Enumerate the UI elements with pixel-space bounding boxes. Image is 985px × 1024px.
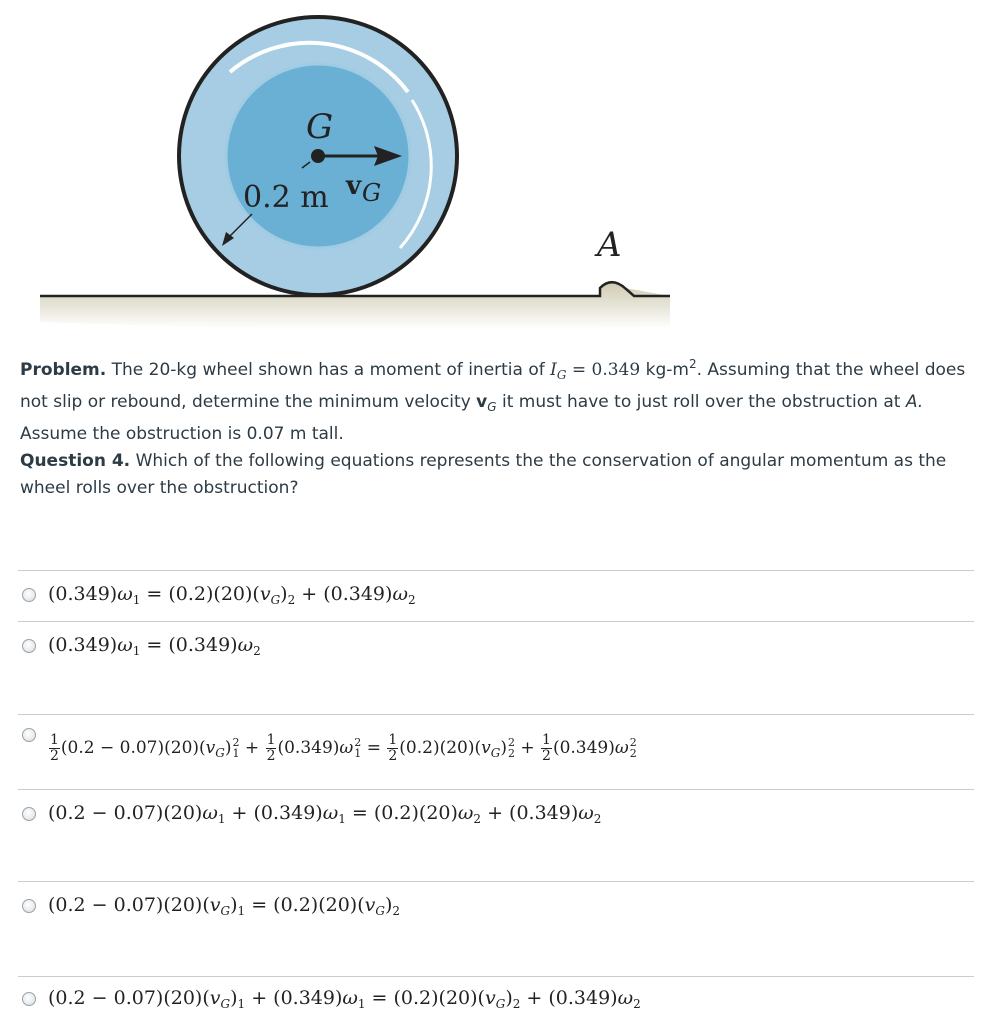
answer-option-1[interactable] <box>22 575 972 615</box>
answer-option-5[interactable] <box>22 886 972 926</box>
label-velocity-sub: G <box>362 179 382 207</box>
question-statement: Question 4. Which of the following equations represents the the conservation of angular momentum as the wheel rolls over the obstruction? <box>20 451 947 498</box>
radio-button[interactable] <box>22 728 36 742</box>
answer-option-4[interactable] <box>22 794 972 834</box>
label-radius: 0.2 m <box>243 180 329 215</box>
divider <box>18 570 974 571</box>
problem-heading: Problem. <box>20 360 107 380</box>
divider <box>18 881 974 882</box>
velocity-symbol: v <box>476 392 488 412</box>
divider <box>18 789 974 790</box>
question-heading: Question 4. <box>20 451 131 471</box>
answer-option-2[interactable] <box>22 626 972 666</box>
radio-button[interactable] <box>22 899 36 913</box>
option-equation: $(0.2 - 0.07)(20)(v_G)_1 + (0.349)\omega_1 = (0.2)(20)(v_G)_2 + (0.349)\omega_2$ <box>48 987 641 1011</box>
divider <box>18 714 974 715</box>
option-equation: $(0.349)\omega_1 = (0.2)(20)(v_G)_2 + (0.349)\omega_2$ <box>48 583 416 607</box>
radio-button[interactable] <box>22 807 36 821</box>
label-velocity: v <box>346 171 362 201</box>
answer-option-6[interactable] <box>22 979 972 1019</box>
answer-option-3[interactable] <box>22 724 972 772</box>
option-equation: $(0.349)\omega_1 = (0.349)\omega_2$ <box>48 634 261 658</box>
divider <box>18 621 974 622</box>
option-equation: $(0.2 - 0.07)(20)(v_G)_1 = (0.2)(20)(v_G)_2$ <box>48 894 401 918</box>
label-center-g: G <box>306 107 334 147</box>
radio-button[interactable] <box>22 639 36 653</box>
label-point-a: A <box>597 225 622 265</box>
point-a: A. <box>905 392 924 412</box>
divider <box>18 976 974 977</box>
radio-button[interactable] <box>22 992 36 1006</box>
radio-button[interactable] <box>22 588 36 602</box>
inertia-symbol: $I_G$ <box>550 360 567 382</box>
option-equation: $\frac{1}{2}$ $(0.2 - 0.07)(20)(v_G)$ 2 1 + $\frac{1}{2}$ (0.349)ω 2 1 = $\frac{1}{2}$ $(0.2)(20)(v_G)$ 2 2 + $\frac{1}{2}$ (0.349)ω 2 2 <box>50 731 637 764</box>
wheel-figure <box>0 0 985 340</box>
problem-statement: Problem. The 20-kg wheel shown has a moment of inertia of $I_G = 0.349$ $kg-m^2$. Assuming that the wheel does not slip or rebound, determine the minimum velocity $v_G$ it must have to just roll over the obstruction at A. Assume the obstruction is 0.07 m tall. <box>20 357 966 444</box>
option-equation: $(0.2 - 0.07)(20)\omega_1 + (0.349)\omega_1 = (0.2)(20)\omega_2 + (0.349)\omega_2$ <box>48 802 602 826</box>
